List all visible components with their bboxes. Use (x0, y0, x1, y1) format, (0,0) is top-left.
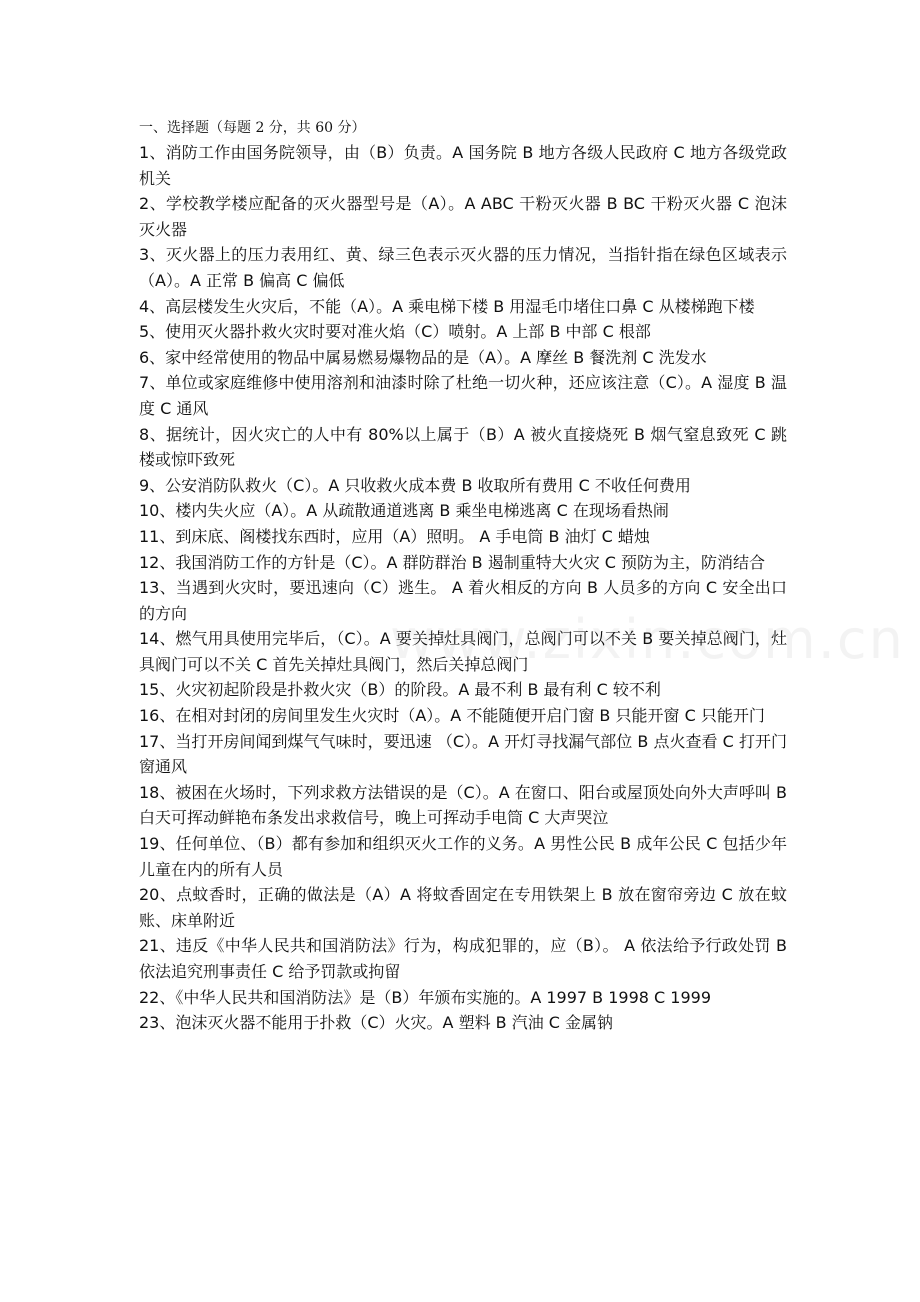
question-6: 6、家中经常使用的物品中属易燃易爆物品的是（A）。A 摩丝 B 餐洗剂 C 洗发水 (139, 347, 707, 367)
question-23: 23、泡沫灭火器不能用于扑救（C）火灾。A 塑料 B 汽油 C 金属钠 (139, 1013, 614, 1033)
question-20: 20、点蚊香时，正确的做法是（A）A 将蚊香固定在专用铁架上 B 放在窗帘旁边 C 放在蚊账、床单附近 (139, 885, 787, 930)
question-17: 17、当打开房间闻到煤气气味时，要迅速 （C）。A 开灯寻找漏气部位 B 点火查看 C 打开门窗通风 (139, 731, 787, 777)
question-21: 21、违反《中华人民共和国消防法》行为，构成犯罪的，应（B）。 A 依法给予行政处罚 B 依法追究刑事责任 C 给予罚款或拘留 (139, 936, 787, 981)
question-11: 11、到床底、阁楼找东西时，应用（A）照明。 A 手电筒 B 油灯 C 蜡烛 (139, 526, 650, 546)
question-18: 18、被困在火场时，下列求救方法错误的是（C）。A 在窗口、阳台或屋顶处向外大声呼叫 B 白天可挥动鲜艳布条发出求救信号，晚上可挥动手电筒 C 大声哭泣 (139, 782, 787, 828)
question-2: 2、学校教学楼应配备的灭火器型号是（A）。A ABC 干粉灭火器 B BC 干粉灭火器 C 泡沫灭火器 (139, 194, 787, 239)
question-12: 12、我国消防工作的方针是（C）。A 群防群治 B 遏制重特大火灾 C 预防为主，防消结合 (139, 552, 766, 572)
question-7: 7、单位或家庭维修中使用溶剂和油漆时除了杜绝一切火种，还应该注意（C）。A 湿度 B 温度 C 通风 (139, 373, 787, 418)
question-16: 16、在相对封闭的房间里发生火灾时（A）。A 不能随便开启门窗 B 只能开窗 C 只能开门 (139, 706, 765, 726)
question-13: 13、当遇到火灾时，要迅速向（C）逃生。 A 着火相反的方向 B 人员多的方向 C 安全出口的方向 (139, 578, 787, 623)
question-14: 14、燃气用具使用完毕后，（C）。A 要关掉灶具阀门，总阀门可以不关 B 要关掉总阀门，灶具阀门可以不关 C 首先关掉灶具阀门，然后关掉总阀门 (139, 629, 787, 674)
question-9: 9、公安消防队救火（C）。A 只收救火成本费 B 收取所有费用 C 不收任何费用 (139, 475, 691, 495)
question-4: 4、高层楼发生火灾后，不能（A）。A 乘电梯下楼 B 用湿毛巾堵住口鼻 C 从楼梯跑下楼 (139, 296, 755, 316)
question-1: 1、消防工作由国务院领导，由（B）负责。A 国务院 B 地方各级人民政府 C 地方各级党政机关 (139, 143, 787, 188)
question-5: 5、使用灭火器扑救火灾时要对准火焰（C）喷射。A 上部 B 中部 C 根部 (139, 322, 651, 342)
question-22: 22、《中华人民共和国消防法》是（B）年颁布实施的。A 1997 B 1998 C 1999 (139, 987, 712, 1007)
question-10: 10、楼内失火应（A）。A 从疏散通道逃离 B 乘坐电梯逃离 C 在现场看热闹 (139, 501, 669, 521)
question-3: 3、灭火器上的压力表用红、黄、绿三色表示灭火器的压力情况，当指针指在绿色区域表示（A）。A 正常 B 偏高 C 偏低 (139, 245, 787, 290)
question-8: 8、据统计，因火灾亡的人中有 80%以上属于（B）A 被火直接烧死 B 烟气窒息致死 C 跳楼或惊吓致死 (139, 424, 787, 470)
section-heading: 一、选择题（每题 2 分，共 60 分） (139, 120, 366, 136)
question-list (139, 118, 787, 1036)
question-15: 15、火灾初起阶段是扑救火灾（B）的阶段。A 最不利 B 最有利 C 较不利 (139, 680, 661, 700)
question-19: 19、任何单位、（B）都有参加和组织灭火工作的义务。A 男性公民 B 成年公民 C 包括少年儿童在内的所有人员 (139, 834, 787, 879)
